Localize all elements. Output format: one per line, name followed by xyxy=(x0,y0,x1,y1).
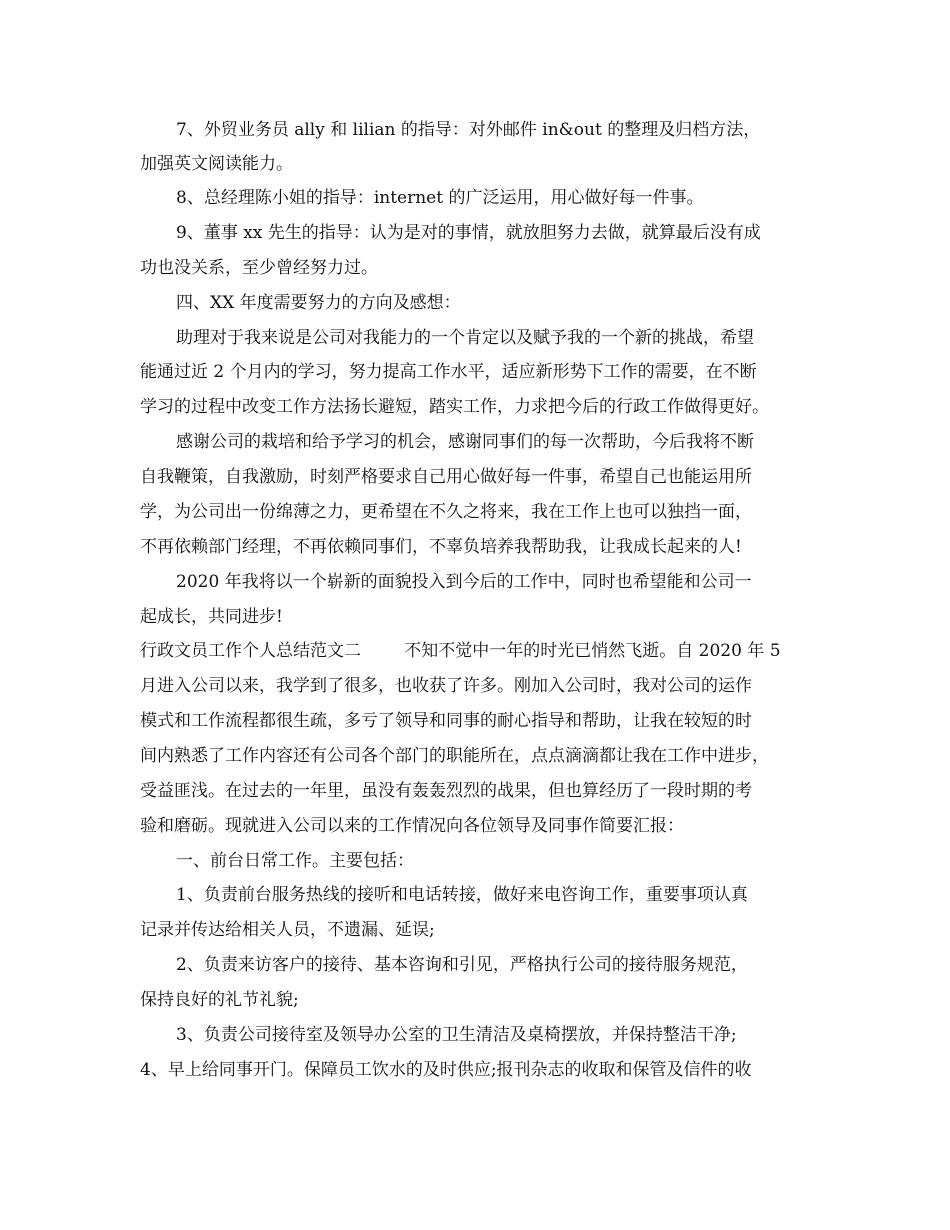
text-line: 不再依赖部门经理，不再依赖同事们，不辜负培养我帮助我，让我成长起来的人! xyxy=(140,537,742,557)
text-line: 月进入公司以来，我学到了很多，也收获了许多。刚加入公司时，我对公司的运作 xyxy=(140,676,752,696)
text-line: 3、负责公司接待室及领导办公室的卫生清洁及桌椅摆放，并保持整洁干净; xyxy=(176,1025,737,1045)
text-line: 记录并传达给相关人员，不遗漏、延误; xyxy=(140,920,435,940)
text-line: 4、早上给同事开门。保障员工饮水的及时供应;报刊杂志的收取和保管及信件的收 xyxy=(140,1060,752,1080)
text-line: 模式和工作流程都很生疏，多亏了领导和同事的耐心指导和帮助，让我在较短的时 xyxy=(140,711,752,731)
text-line: 保持良好的礼节礼貌; xyxy=(140,990,299,1010)
text-line: 能通过近 2 个月内的学习，努力提高工作水平，适应新形势下工作的需要，在不断 xyxy=(140,362,757,382)
section-heading: 一、前台日常工作。主要包括： xyxy=(176,851,414,871)
text-line: 感谢公司的栽培和给予学习的机会，感谢同事们的每一次帮助，今后我将不断 xyxy=(176,432,754,452)
text-line: 助理对于我来说是公司对我能力的一个肯定以及赋予我的一个新的挑战，希望 xyxy=(176,328,754,348)
text-line: 9、董事 xx 先生的指导：认为是对的事情，就放胆努力去做，就算最后没有成 xyxy=(176,223,761,243)
text-line: 学习的过程中改变工作方法扬长避短，踏实工作，力求把今后的行政工作做得更好。 xyxy=(140,397,769,417)
text-line: 学，为公司出一份绵薄之力，更希望在不久之将来，我在工作上也可以独挡一面， xyxy=(140,502,752,522)
text-line: 加强英文阅读能力。 xyxy=(140,154,293,174)
text-line: 7、外贸业务员 ally 和 lilian 的指导：对外邮件 in&out 的整理及归档方法， xyxy=(176,120,761,140)
text-line: 间内熟悉了工作内容还有公司各个部门的职能所在，点点滴滴都让我在工作中进步， xyxy=(140,746,769,766)
text-line: 起成长，共同进步! xyxy=(140,607,283,627)
text-line: 自我鞭策，自我激励，时刻严格要求自己用心做好每一件事，希望自己也能运用所 xyxy=(140,467,752,487)
section-heading: 四、XX 年度需要努力的方向及感想： xyxy=(176,293,461,313)
text-line: 验和磨砺。现就进入公司以来的工作情况向各位领导及同事作简要汇报： xyxy=(140,816,684,836)
text-line: 行政文员工作个人总结范文二 不知不觉中一年的时光已悄然飞逝。自 2020 年 5 xyxy=(140,641,781,661)
text-line: 受益匪浅。在过去的一年里，虽没有轰轰烈烈的战果，但也算经历了一段时期的考 xyxy=(140,781,752,801)
text-line: 8、总经理陈小姐的指导：internet 的广泛运用，用心做好每一件事。 xyxy=(176,188,704,208)
text-line: 2020 年我将以一个崭新的面貌投入到今后的工作中，同时也希望能和公司一 xyxy=(176,572,752,592)
text-line: 2、负责来访客户的接待、基本咨询和引见，严格执行公司的接待服务规范， xyxy=(176,955,748,975)
text-line: 1、负责前台服务热线的接听和电话转接，做好来电咨询工作，重要事项认真 xyxy=(176,885,748,905)
text-line: 功也没关系，至少曾经努力过。 xyxy=(140,258,378,278)
